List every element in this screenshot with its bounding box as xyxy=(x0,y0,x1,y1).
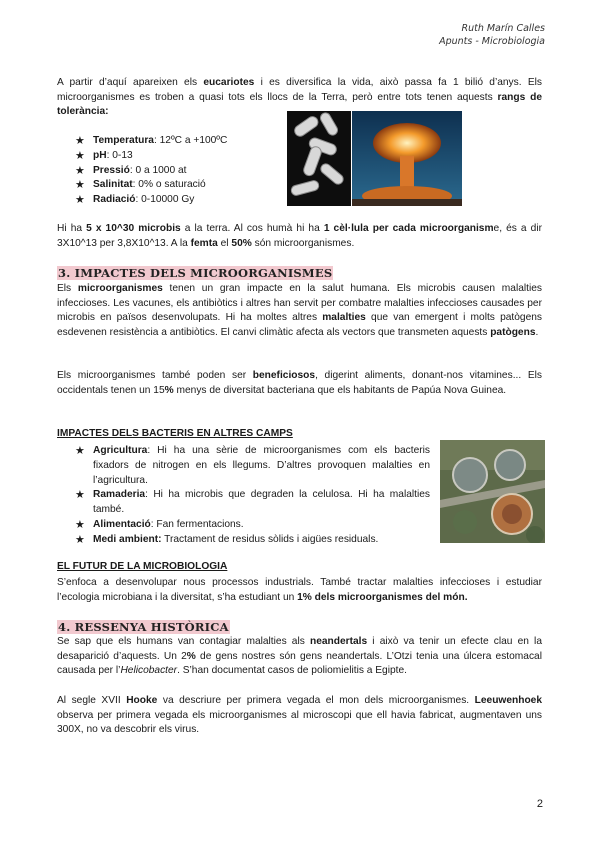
section-3-title: 3. IMPACTES DELS MICROORGANISMES xyxy=(58,266,333,280)
list-item: ★ Medi ambient: Tractament de residus sòlids i aigües residuals. xyxy=(75,533,379,546)
star-bullet-icon: ★ xyxy=(75,518,85,531)
list-item: ★ pH: 0-13 xyxy=(75,149,133,162)
section-4-title: 4. RESSENYA HISTÒRICA xyxy=(58,620,229,634)
tolerance-list xyxy=(75,134,227,208)
star-bullet-icon: ★ xyxy=(75,135,85,147)
star-bullet-icon: ★ xyxy=(75,179,85,192)
section-3-paragraph-1: Els microorganismes tenen un gran impacte en la salut humana. Els microbis causen malalties infeccioses. Les vacunes, els antibiòtics i altres han servit per combatre malalties infeccioses causades per microbis en països desenvolupats. Hi ha moltes altres malalties que van emergent i molts patògens esdevenen resistència a antibiòtics. El canvi climàtic afecta als vectors que transmeten aquests patògens. xyxy=(57,283,543,338)
bacteria-impacts-list xyxy=(75,444,430,548)
star-bullet-icon: ★ xyxy=(75,164,85,177)
list-item: ★ Agricultura: Hi ha una sèrie de microorganismes com els bacteris fixadors de nitrogen en els llegums. D’altres provoquen malalties en l’agricultura. xyxy=(75,445,430,486)
bacteria-impacts-heading: IMPACTES DELS BACTERIS EN ALTRES CAMPS xyxy=(57,428,293,439)
section-4-paragraph-1: Se sap que els humans van contagiar malalties als neandertals i això va tenir un efecte clau en la desaparició d’aquests. Un 2% de gens nostres són gens neandertals. L’Otzi tenia una úlcera estomacal causada per l’Helicobacter. S’han documentat casos de poliomielitis a Egipte. xyxy=(57,636,542,677)
section-3-paragraph-2: Els microorganismes també poden ser beneficiosos, digerint aliments, donant-nos vitamines... Els occidentals tenen un 15% menys de diversitat bacteriana que els habitants de Papúa Nova Guinea. xyxy=(57,370,542,396)
list-item: ★ Pressió: 0 a 1000 at xyxy=(75,164,187,177)
bacteria-image xyxy=(287,111,351,206)
list-item: ★ Ramaderia: Hi ha microbis que degraden la celulosa. Hi ha malalties també. xyxy=(75,489,430,516)
page-number: 2 xyxy=(536,798,543,810)
page-header xyxy=(439,22,545,48)
header-subject: Apunts - Microbiologia xyxy=(439,36,545,47)
star-bullet-icon: ★ xyxy=(75,149,85,162)
star-bullet-icon: ★ xyxy=(75,445,85,457)
future-heading: EL FUTUR DE LA MICROBIOLOGIA xyxy=(57,561,228,572)
list-item: ★ Temperatura: 12ºC a +100ºC xyxy=(75,135,228,147)
list-item: ★ Salinitat: 0% o saturació xyxy=(75,179,206,192)
explosion-image xyxy=(352,111,462,206)
header-author: Ruth Marín Calles xyxy=(461,23,545,34)
list-item: ★ Alimentació: Fan fermentacions. xyxy=(75,518,244,531)
future-paragraph: S’enfoca a desenvolupar nous processos industrials. També tractar malalties infeccioses i estudiar l’ecologia microbiana i la diversitat, s’ha estudiant un 1% dels microorganismes del món. xyxy=(57,577,542,603)
star-bullet-icon: ★ xyxy=(75,489,85,502)
section-4-paragraph-2: Al segle XVII Hooke va descriure per primera vegada el mon dels microorganismes. Leeuwenhoek observa per primera vegada els microorganismes al microscopi que ell havia fabricat, augmentaven uns 300X, no va descobrir els virus. xyxy=(57,695,543,736)
star-bullet-icon: ★ xyxy=(75,533,85,546)
intro-paragraph: A partir d’aquí apareixen els eucariotes i es diversifica la vida, això passa fa 1 bilió d’anys. Els microorganismes es troben a quasi tots els llocs de la Terra, però entre tots tenen aquests rangs de tolerància: xyxy=(57,77,542,118)
star-bullet-icon: ★ xyxy=(75,194,85,207)
water-treatment-image xyxy=(440,440,545,543)
list-item: ★ Radiació: 0-10000 Gy xyxy=(75,194,195,207)
microbes-paragraph: Hi ha 5 x 10^30 microbis a la terra. Al cos humà hi ha 1 cèl·lula per cada microorganisme, és a dir 3X10^13 per 3,8X10^13. A la femta el 50% són microorganismes. xyxy=(57,223,542,249)
